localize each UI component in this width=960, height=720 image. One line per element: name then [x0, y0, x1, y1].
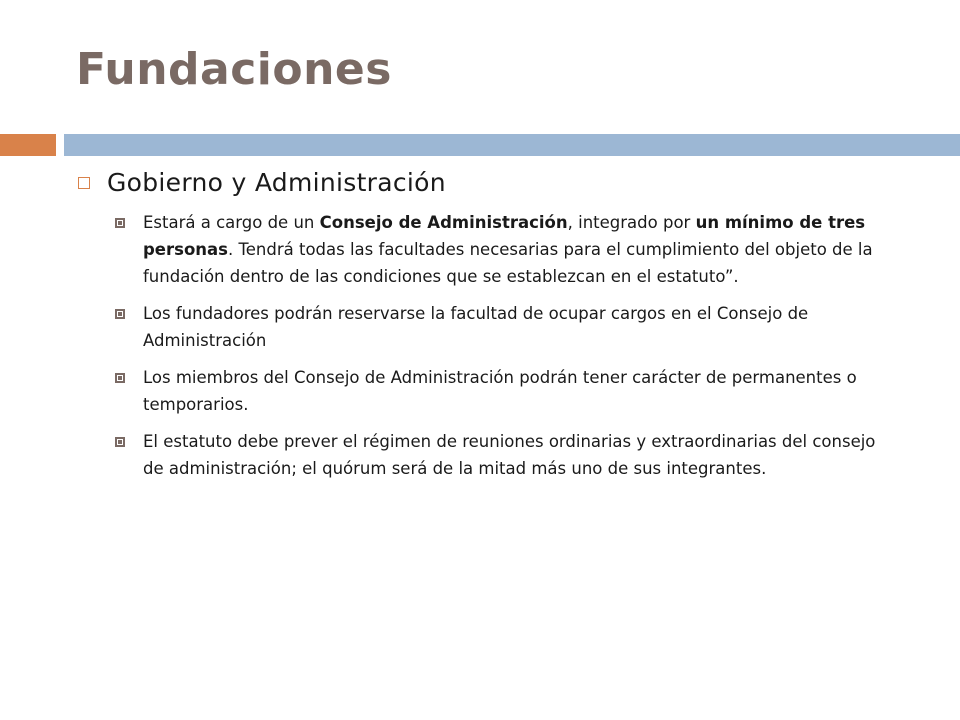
- bullet-text: El estatuto debe prever el régimen de reuniones ordinarias y extraordinarias del consejo de administración; el quórum será de la mitad más uno de sus integrantes.: [143, 432, 876, 478]
- bullet-text: Los fundadores podrán reservarse la facultad de ocupar cargos en el Consejo de Administración: [143, 304, 809, 350]
- slide-title: Fundaciones: [76, 44, 392, 95]
- sub-bullet-item: [113, 300, 886, 354]
- accent-bar-blue: [64, 134, 960, 156]
- bullet-text-bold: un mínimo de tres personas: [143, 213, 866, 259]
- accent-bar-orange: [0, 134, 56, 156]
- bullet-text: Los miembros del Consejo de Administración podrán tener carácter de permanentes o temporarios.: [143, 368, 857, 414]
- bullet-text-segment: , integrado por: [567, 213, 696, 232]
- sub-bullet-item: [113, 428, 886, 482]
- sub-bullet-item: [113, 364, 886, 418]
- level1-bullet-item: [76, 168, 886, 197]
- filled-square-bullet-icon: [115, 218, 125, 228]
- filled-square-bullet-icon: [115, 437, 125, 447]
- section-heading: Gobierno y Administración: [107, 168, 446, 197]
- slide-content: [76, 168, 886, 492]
- sub-bullet-item: [113, 209, 886, 290]
- square-bullet-icon: [78, 177, 90, 189]
- bullet-text-segment: . Tendrá todas las facultades necesarias para el cumplimiento del objeto de la fundación dentro de las condiciones que se establezcan en el estatuto”.: [143, 240, 873, 286]
- filled-square-bullet-icon: [115, 309, 125, 319]
- filled-square-bullet-icon: [115, 373, 125, 383]
- bullet-text-segment: Estará a cargo de un: [143, 213, 320, 232]
- bullet-text-bold: Consejo de Administración: [319, 213, 568, 232]
- sub-bullet-list: [76, 209, 886, 482]
